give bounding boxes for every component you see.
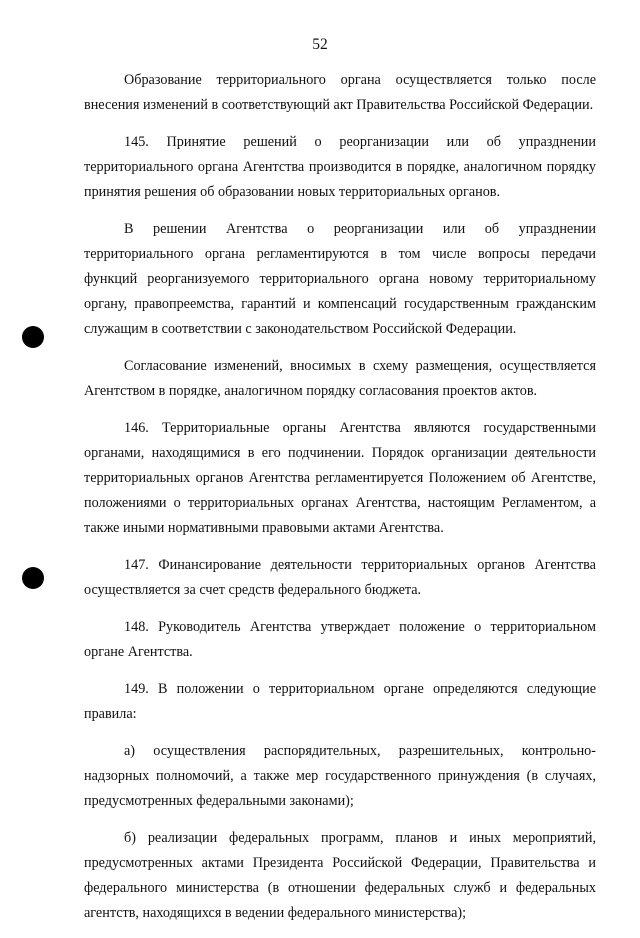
paragraph-149: 149. В положении о территориальном органе определяются следующие правила: <box>84 681 596 722</box>
paragraph: Согласование изменений, вносимых в схему размещения, осуществляется Агентством в порядке, аналогичном порядку согласования проектов актов. <box>84 358 596 399</box>
paragraph: В решении Агентства о реорганизации или об упразднении территориального органа регламентируются в том числе вопросы передачи функций реорганизуемого территориального органа новому территориальному органу, правопреемства, гарантий и компенсаций государственным гражданским служащим в соответствии с законодательством Российской Федерации. <box>84 221 596 337</box>
punch-hole <box>22 567 44 589</box>
paragraph-146: 146. Территориальные органы Агентства являются государственными органами, находящимися в его подчинении. Порядок организации деятельности территориальных органов Агентства регламентируется Положением об Агентстве, положениями о территориальных органах Агентства, настоящим Регламентом, а также иными нормативными правовыми актами Агентства. <box>84 420 596 536</box>
paragraph: Образование территориального органа осуществляется только после внесения изменений в соответствующий акт Правительства Российской Федерации. <box>84 72 596 113</box>
paragraph-145: 145. Принятие решений о реорганизации или об упразднении территориального органа Агентства производится в порядке, аналогичном порядку принятия решения об образовании новых территориальных органов. <box>84 134 596 200</box>
document-body <box>84 68 596 938</box>
paragraph-147: 147. Финансирование деятельности территориальных органов Агентства осуществляется за счет средств федерального бюджета. <box>84 557 596 598</box>
list-item-a: а) осуществления распорядительных, разрешительных, контрольно-надзорных полномочий, а также мер государственного принуждения (в случаях, предусмотренных федеральными законами); <box>84 743 596 809</box>
paragraph-148: 148. Руководитель Агентства утверждает положение о территориальном органе Агентства. <box>84 619 596 660</box>
list-item-b: б) реализации федеральных программ, планов и иных мероприятий, предусмотренных актами Президента Российской Федерации, Правительства и федерального министерства (в отношении федеральных служб и федеральных агентств, находящихся в ведении федерального министерства); <box>84 830 596 921</box>
punch-hole <box>22 326 44 348</box>
page-number: 52 <box>312 36 328 53</box>
